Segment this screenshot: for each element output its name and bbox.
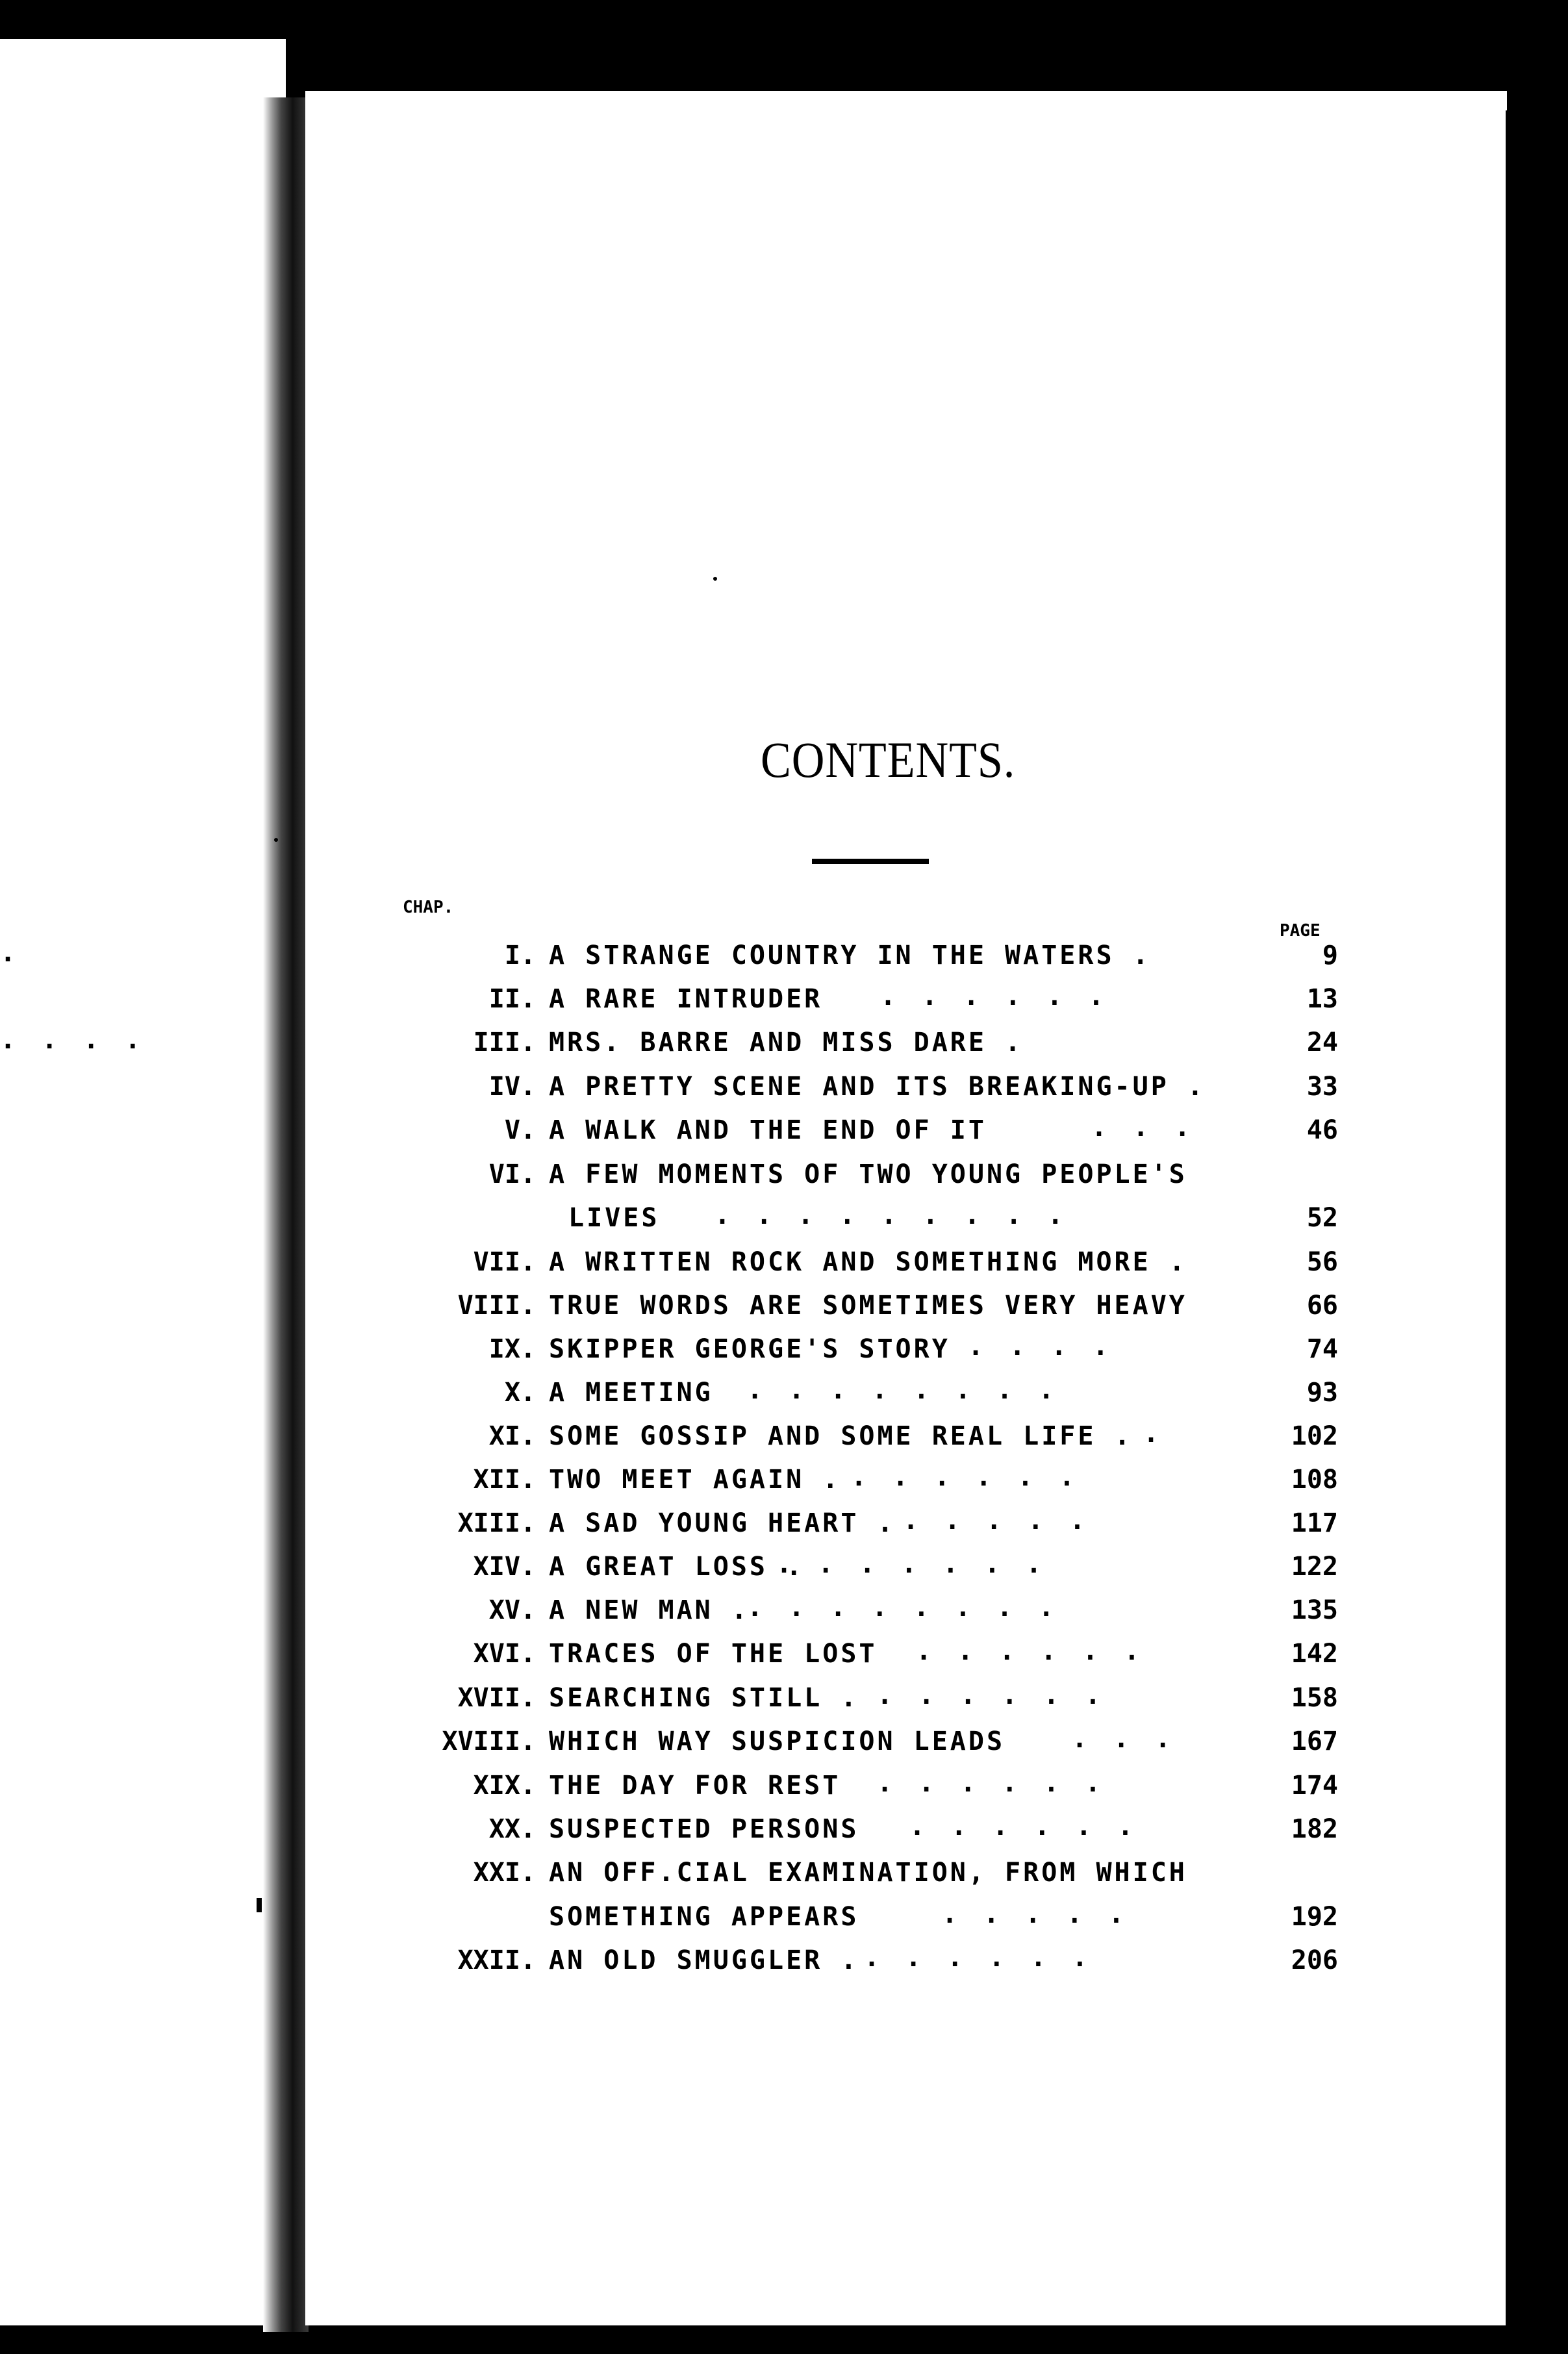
leader-dots: .....: [903, 1506, 1111, 1536]
chapter-title: MRS. BARRE AND MISS DARE .: [549, 1028, 1024, 1057]
page-column-label: PAGE: [1280, 921, 1321, 941]
toc-entry: [390, 1768, 1338, 1810]
page-number: 174: [1291, 1771, 1338, 1801]
page-right-edge: [1506, 110, 1511, 2345]
chapter-title: A RARE INTRUDER: [549, 984, 823, 1014]
chapter-title: TRUE WORDS ARE SOMETIMES VERY HEAVY: [549, 1291, 1187, 1321]
chapter-number: XX.: [488, 1814, 536, 1844]
toc-entry: [390, 1636, 1338, 1678]
chapter-number: III.: [473, 1028, 536, 1057]
leader-dots: ......: [864, 1943, 1114, 1973]
page-number: 9: [1322, 941, 1338, 970]
chapter-title: LIVES: [568, 1203, 660, 1233]
page-number: 135: [1291, 1595, 1338, 1625]
toc-entry: [390, 1291, 1338, 1330]
leader-dots: .........: [714, 1200, 1089, 1230]
chapter-title: SEARCHING STILL .: [549, 1683, 859, 1713]
page-number: 167: [1291, 1727, 1338, 1756]
toc-entry: [390, 981, 1338, 1023]
contents-heading: CONTENTS.: [761, 731, 1016, 788]
leader-dots: ....: [0, 1025, 167, 1055]
chapter-title: A SAD YOUNG HEART .: [549, 1508, 896, 1538]
toc-entry: [390, 1595, 1338, 1634]
chapter-title: SUSPECTED PERSONS: [549, 1814, 859, 1844]
chapter-title: A WRITTEN ROCK AND SOMETHING MORE .: [549, 1247, 1187, 1277]
chapter-number: XVI.: [473, 1639, 536, 1669]
toc-entry: [390, 1115, 1338, 1154]
page-number: 206: [1291, 1945, 1338, 1975]
toc-entry: [390, 1421, 1338, 1460]
toc-entry: [390, 1200, 1338, 1242]
chapter-number: XIII.: [457, 1508, 536, 1538]
page-number: 117: [1291, 1508, 1338, 1538]
chapter-number: XIV.: [473, 1552, 536, 1582]
leader-dots: ......: [877, 1768, 1127, 1798]
leader-dots: ......: [851, 1462, 1101, 1492]
page-number: 122: [1291, 1552, 1338, 1582]
toc-entry: [390, 1549, 1338, 1591]
page-number: 182: [1291, 1814, 1338, 1844]
page-number: 24: [1306, 1028, 1338, 1057]
page-number: 46: [1306, 1115, 1338, 1145]
toc-entry: [390, 1072, 1338, 1111]
chapter-number: IX.: [488, 1334, 536, 1364]
chapter-title: A FEW MOMENTS OF TWO YOUNG PEOPLE'S: [549, 1159, 1187, 1189]
leader-dots: .: [0, 938, 42, 968]
toc-entry: [390, 1680, 1338, 1722]
page-number: 33: [1306, 1072, 1338, 1102]
toc-entry: [390, 1334, 1338, 1373]
page-number: 102: [1291, 1421, 1338, 1451]
toc-entry: [390, 1814, 1338, 1853]
leader-dots: ......: [877, 1680, 1127, 1710]
chapter-number: XIX.: [473, 1771, 536, 1801]
page-number: 74: [1306, 1334, 1338, 1364]
leader-dots: .: [1143, 1419, 1185, 1449]
chapter-title: TRACES OF THE LOST: [549, 1639, 878, 1669]
chapter-number: XV.: [488, 1595, 536, 1625]
chapter-title: A NEW MAN .: [549, 1595, 750, 1625]
heading-rule: [812, 859, 929, 864]
chapter-title: A GREAT LOSS .: [549, 1552, 805, 1582]
toc-entry: [390, 1375, 1338, 1417]
page-number: 13: [1306, 984, 1338, 1014]
leader-dots: ......: [880, 981, 1130, 1011]
page-number: 66: [1306, 1291, 1338, 1321]
page-number: 52: [1306, 1203, 1338, 1233]
toc-entry: [390, 1247, 1338, 1286]
chapter-number: I.: [504, 941, 536, 970]
chapter-title: SKIPPER GEORGE'S STORY: [549, 1334, 950, 1364]
chapter-number: XVII.: [457, 1683, 536, 1713]
page-number: 56: [1306, 1247, 1338, 1277]
chapter-number: X.: [504, 1378, 536, 1408]
chapter-number: IV.: [488, 1072, 536, 1102]
left-page-edge: [0, 39, 286, 2325]
leader-dots: ...: [1091, 1113, 1217, 1143]
page-number: 142: [1291, 1639, 1338, 1669]
margin-speck: [257, 1898, 262, 1912]
chapter-number: V.: [504, 1115, 536, 1145]
chapter-number: VII.: [473, 1247, 536, 1277]
toc-entry: [390, 1724, 1338, 1766]
leader-dots: ......: [909, 1812, 1159, 1841]
leader-dots: .....: [942, 1899, 1150, 1929]
toc-entry: [0, 1025, 1338, 1067]
chapter-title: WHICH WAY SUSPICION LEADS: [549, 1727, 1005, 1756]
chapter-title: A WALK AND THE END OF IT: [549, 1115, 987, 1145]
book-spine-shadow: [263, 97, 309, 2332]
chapter-number: XXI.: [473, 1858, 536, 1888]
chapter-number: II.: [488, 984, 536, 1014]
chapter-title: AN OFF.CIAL EXAMINATION, FROM WHICH: [549, 1858, 1187, 1888]
leader-dots: ...: [1072, 1724, 1197, 1754]
leader-dots: .......: [776, 1549, 1068, 1579]
chapter-number: VIII.: [457, 1291, 536, 1321]
chapter-title: THE DAY FOR REST: [549, 1771, 841, 1801]
toc-entry: [390, 1462, 1338, 1504]
page-number: 158: [1291, 1683, 1338, 1713]
page-number: 192: [1291, 1902, 1338, 1932]
leader-dots: ........: [747, 1375, 1080, 1405]
toc-entry: [0, 938, 1338, 980]
chapter-title: AN OLD SMUGGLER .: [549, 1945, 859, 1975]
leader-dots: ........: [747, 1593, 1080, 1623]
chapter-title: A MEETING: [549, 1378, 713, 1408]
chapter-title: SOME GOSSIP AND SOME REAL LIFE .: [549, 1421, 1133, 1451]
margin-speck: [713, 577, 717, 581]
chap-column-label: CHAP.: [403, 898, 454, 917]
chapter-title: A PRETTY SCENE AND ITS BREAKING-UP .: [549, 1072, 1206, 1102]
page-number: 93: [1306, 1378, 1338, 1408]
toc-entry: [390, 1899, 1338, 1941]
chapter-title: TWO MEET AGAIN .: [549, 1465, 841, 1495]
chapter-number: XI.: [488, 1421, 536, 1451]
chapter-number: XVIII.: [442, 1727, 536, 1756]
chapter-number: XII.: [473, 1465, 536, 1495]
toc-entry: [390, 1508, 1338, 1547]
chapter-number: VI.: [488, 1159, 536, 1189]
leader-dots: ......: [916, 1636, 1166, 1666]
chapter-title: SOMETHING APPEARS: [549, 1902, 859, 1932]
page-number: 108: [1291, 1465, 1338, 1495]
chapter-title: A STRANGE COUNTRY IN THE WATERS .: [549, 941, 1151, 970]
margin-speck: [274, 838, 278, 842]
chapter-number: XXII.: [457, 1945, 536, 1975]
leader-dots: ....: [968, 1332, 1135, 1361]
toc-entry: [390, 1858, 1338, 1897]
toc-entry: [390, 1159, 1338, 1198]
toc-entry: [390, 1945, 1338, 1984]
